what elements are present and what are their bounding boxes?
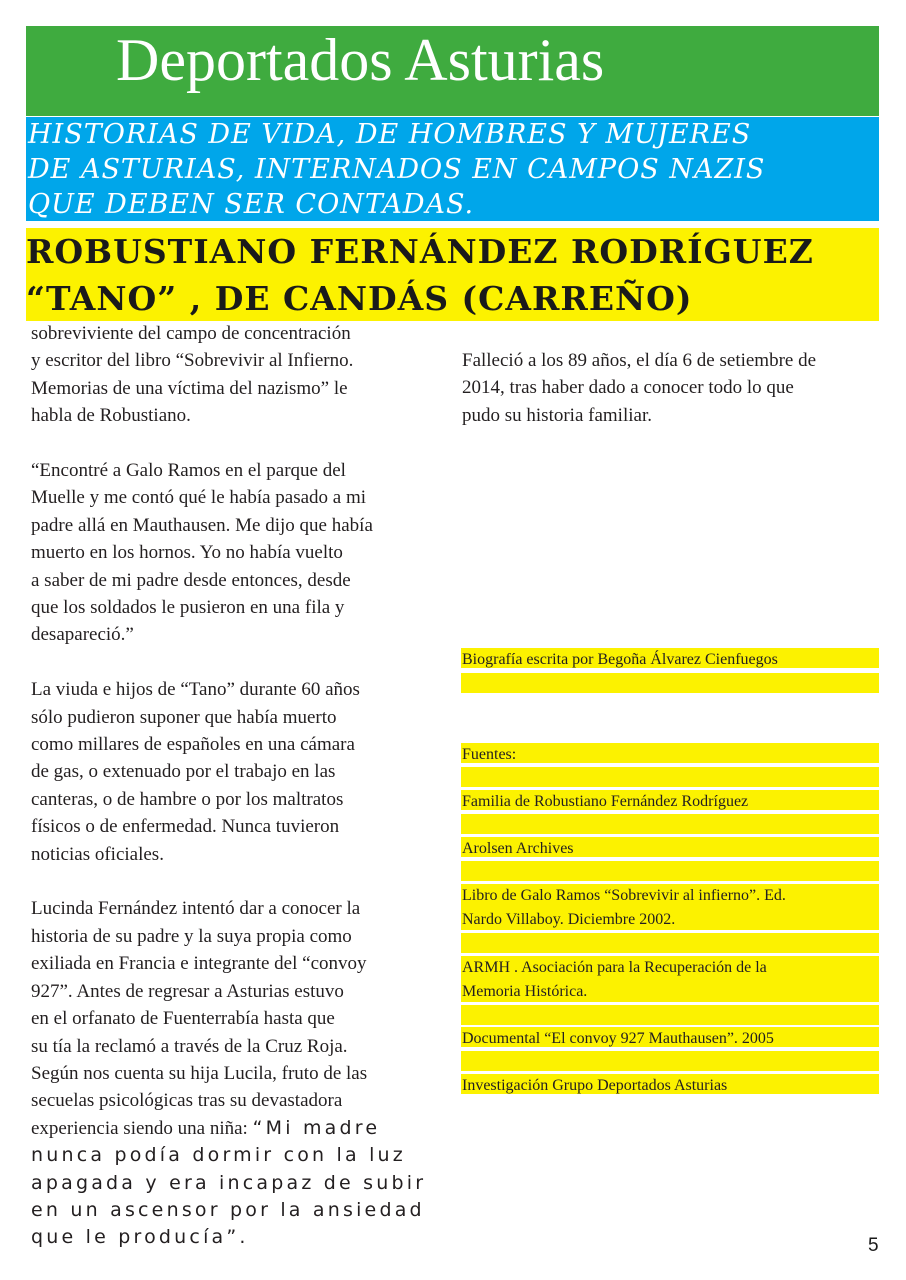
page-subtitle: HISTORIAS DE VIDA, DE HOMBRES Y MUJERES DE ASTURIAS, INTERNADOS EN CAMPOS NAZIS QUE DEBEN SER CONTADAS. bbox=[28, 119, 766, 220]
death-note: Falleció a los 89 años, el día 6 de setiembre de 2014, tras haber dado a conocer todo lo que pudo su historia familiar. bbox=[462, 350, 817, 426]
paragraph-lucinda bbox=[31, 895, 446, 1251]
yellow-spacer-bar bbox=[461, 673, 879, 693]
source-item: Libro de Galo Ramos “Sobrevivir al infierno”. Ed. Nardo Villaboy. Diciembre 2002. bbox=[461, 884, 879, 930]
paragraph-lucinda-text: Lucinda Fernández intentó dar a conocer la historia de su padre y la suya propia como exiliada en Francia e integrante del “convoy 927”. Antes de regresar a Asturias estuvo en el orfanato de Fuenterrabía hasta que su tía la reclamó a través de la Cruz Roja. Según nos cuenta su hija Lucila, fruto de las secuelas psicológicas tras su devastadora experiencia siendo una niña: bbox=[31, 898, 368, 1139]
source-item: Investigación Grupo Deportados Asturias bbox=[461, 1074, 879, 1094]
person-name-heading: ROBUSTIANO FERNÁNDEZ RODRÍGUEZ “TANO” , DE CANDÁS (CARREÑO) bbox=[26, 232, 814, 318]
left-column bbox=[31, 320, 446, 1252]
yellow-spacer-bar bbox=[461, 861, 879, 881]
paragraph-intro: sobreviviente del campo de concentración y escritor del libro “Sobrevivir al Infierno. Memorias de una víctima del nazismo” le habla de Robustiano. bbox=[31, 323, 354, 427]
yellow-spacer-bar bbox=[461, 1051, 879, 1071]
header-green-banner bbox=[26, 26, 879, 116]
yellow-spacer-bar bbox=[461, 767, 879, 787]
source-item: Familia de Robustiano Fernández Rodríguez bbox=[461, 790, 879, 810]
header-blue-banner bbox=[26, 117, 879, 221]
source-item: ARMH . Asociación para la Recuperación de la Memoria Histórica. bbox=[461, 956, 879, 1002]
sources-heading: Fuentes: bbox=[461, 743, 879, 763]
header-yellow-banner bbox=[26, 228, 879, 321]
source-item: Documental “El convoy 927 Mauthausen”. 2005 bbox=[461, 1027, 879, 1047]
yellow-spacer-bar bbox=[461, 1005, 879, 1025]
page-number: 5 bbox=[868, 1235, 879, 1256]
paragraph-widow-children: La viuda e hijos de “Tano” durante 60 años sólo pudieron suponer que había muerto como millares de españoles en una cámara de gas, o extenuado por el trabajo en las canteras, o de hambre o por los maltratos físicos o de enfermedad. Nunca tuvieron noticias oficiales. bbox=[31, 679, 360, 865]
source-item: Arolsen Archives bbox=[461, 837, 879, 857]
lucinda-quote: “Mi madre nunca podía dormir con la luz apagada y era incapaz de subir en un ascensor por la ansiedad que le producía”. bbox=[31, 1116, 427, 1249]
author-credit: Biografía escrita por Begoña Álvarez Cienfuegos bbox=[461, 648, 879, 668]
yellow-spacer-bar bbox=[461, 933, 879, 953]
page-title: Deportados Asturias bbox=[116, 27, 605, 93]
yellow-spacer-bar bbox=[461, 814, 879, 834]
paragraph-quote-galo: “Encontré a Galo Ramos en el parque del Muelle y me contó qué le había pasado a mi padre allá en Mauthausen. Me dijo que había muerto en los hornos. Yo no había vuelto a saber de mi padre desde entonces, desde que los soldados le pusieron en una fila y desapareció.” bbox=[31, 460, 373, 646]
